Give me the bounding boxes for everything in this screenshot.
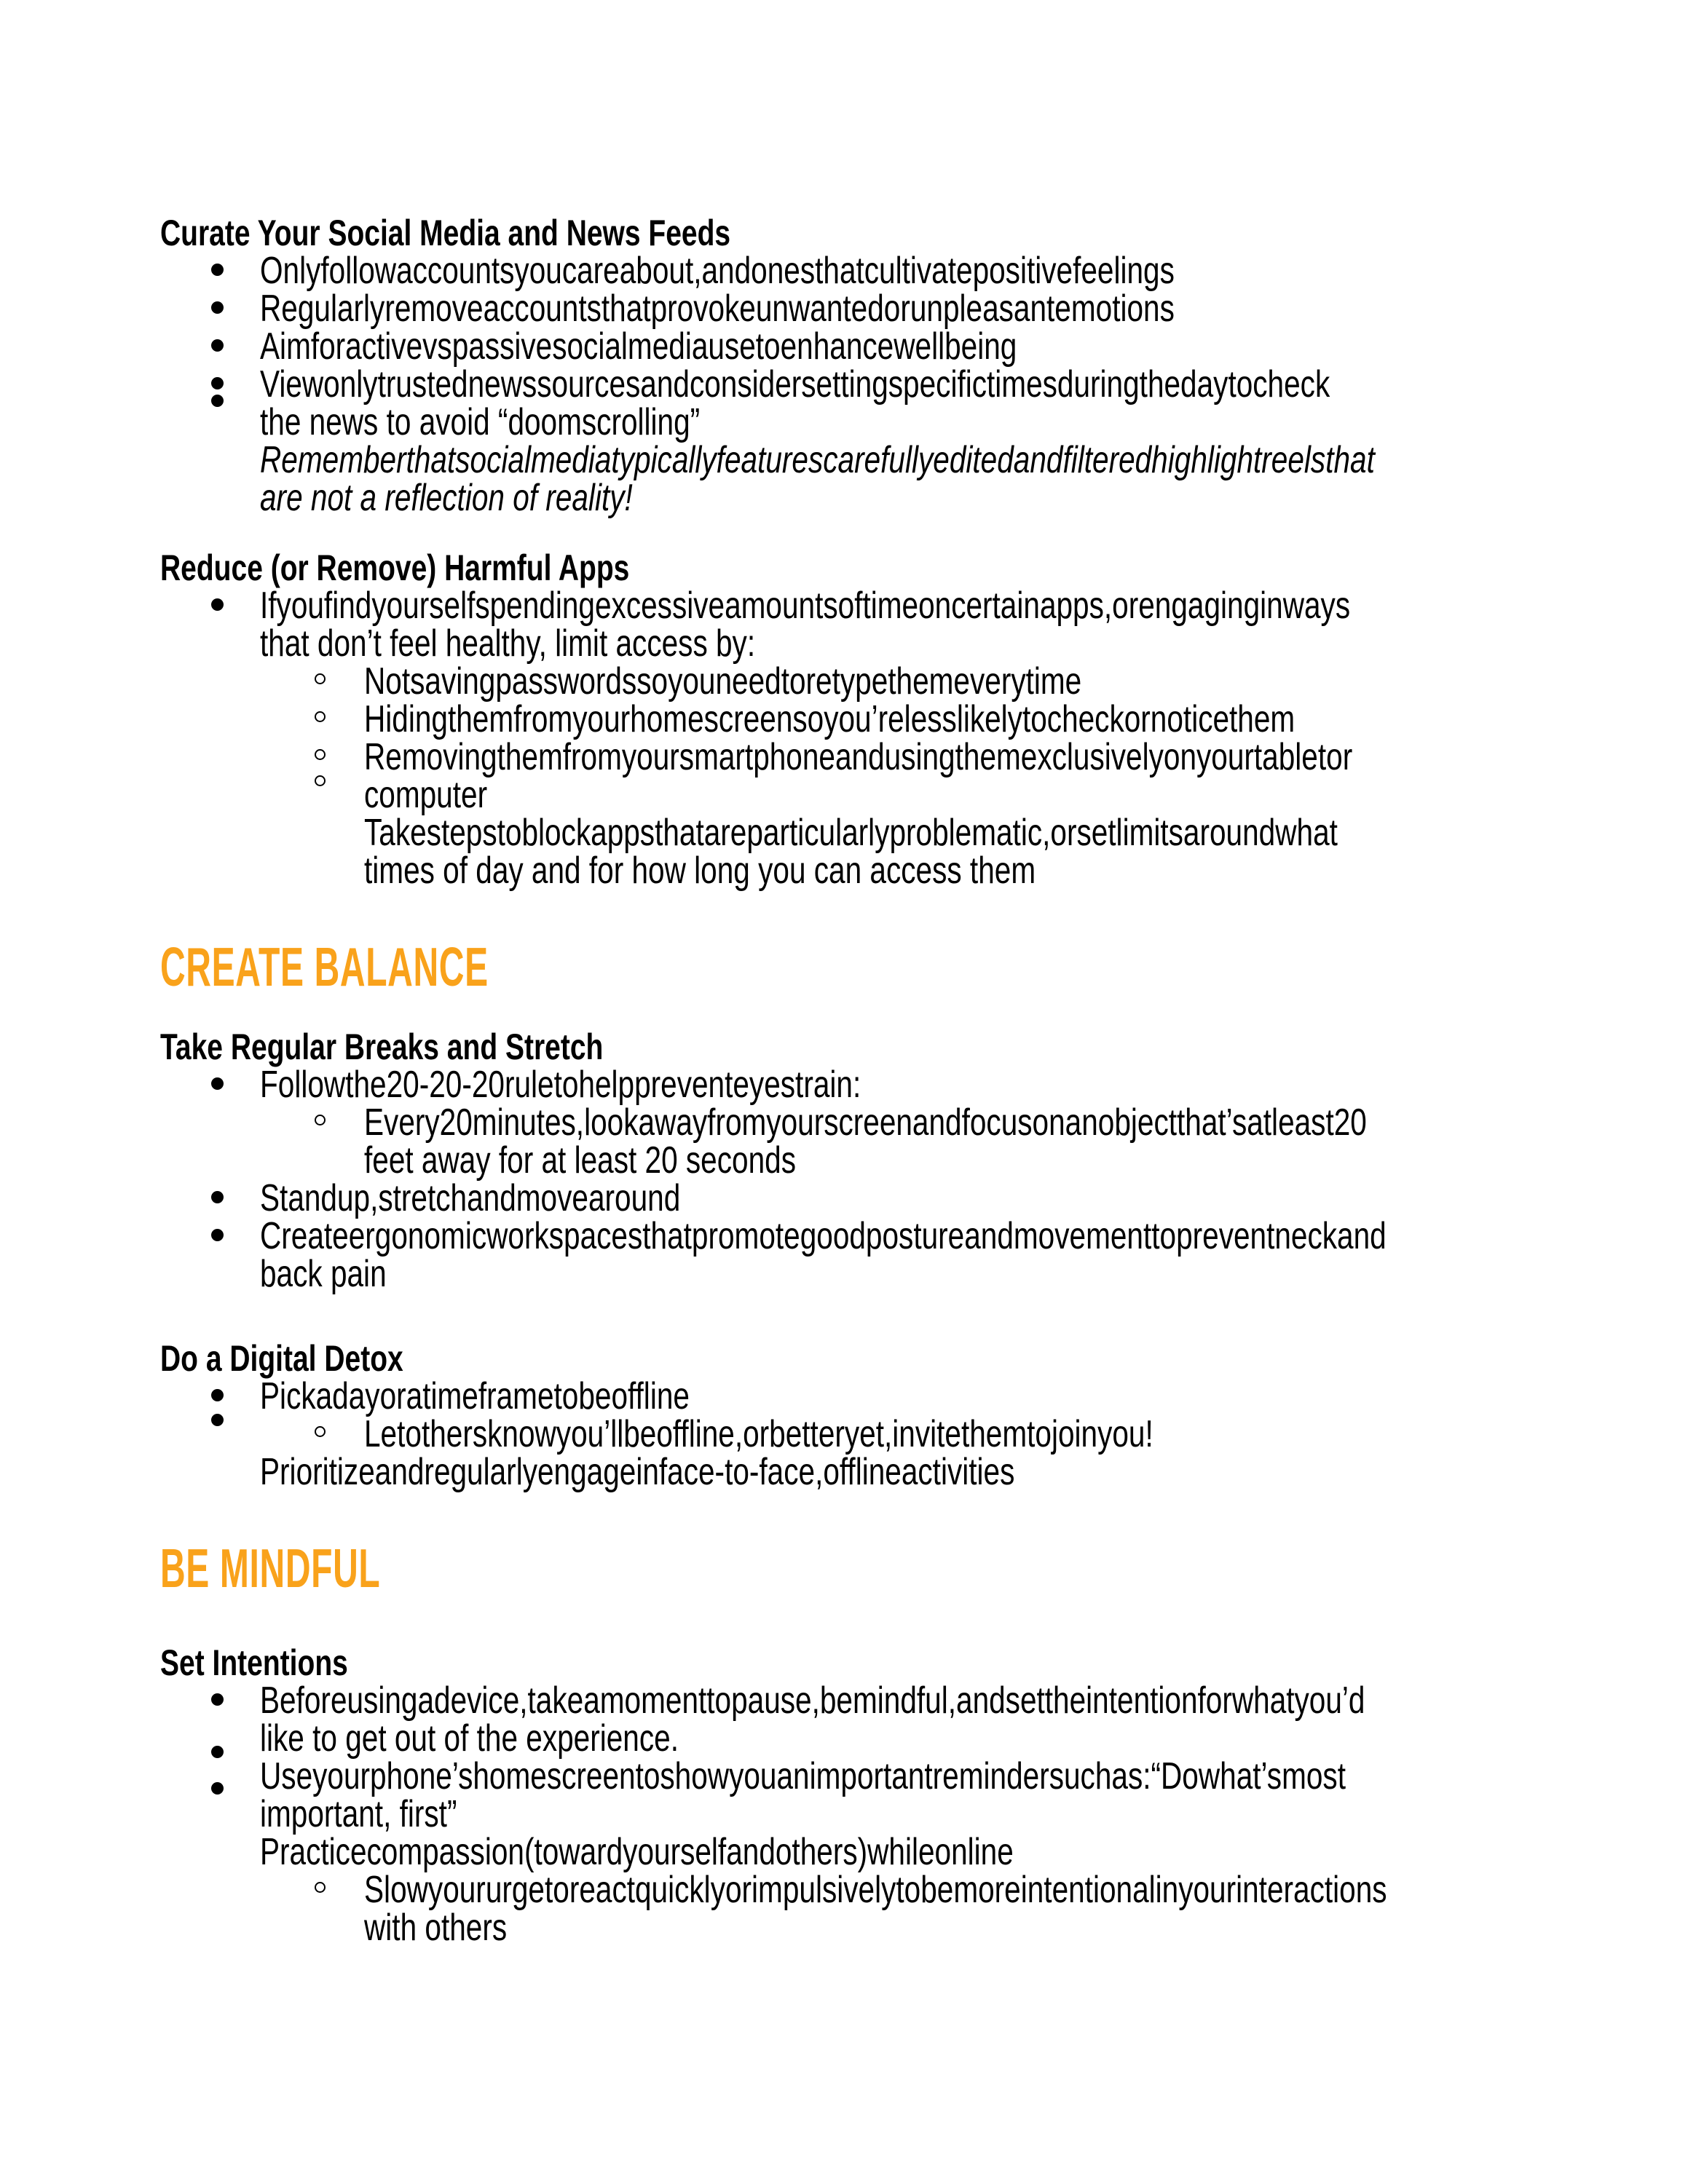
bullet-circle-icon [315,673,326,684]
bullet-text: Followthe20-20-20ruletohelppreventeyestrain: [260,1064,861,1106]
sub-bullet-text: with others [364,1907,508,1949]
bullet-item [160,1377,1557,1415]
bullet-dot-icon [211,1191,224,1203]
bullet-item [160,1217,1557,1255]
bullet-text: Ifyoufindyourselfspendingexcessiveamountsoftimeoncertainapps,orengaginginways [260,585,1351,627]
bullet-item-continuation [160,403,1557,441]
bullet-text: Viewonlytrustednewssourcesandconsidersettingspecifictimesduringthedaytocheck [260,363,1330,405]
bullet-circle-icon [315,711,326,722]
bullet-item-continuation [160,1717,1557,1760]
bullet-text: back pain [260,1253,387,1295]
bullet-item [160,325,1557,368]
bullet-text: Standup,stretchandmovearound [260,1177,681,1219]
section-title-text: CREATE BALANCE [160,936,489,997]
bullet-dot-icon [211,339,224,352]
sub-bullet-item [160,1415,1557,1453]
bullet-text: that don’t feel healthy, limit access by: [260,622,756,665]
bullet-item [160,252,1557,290]
bullet-dot-icon [211,1077,224,1090]
sub-bullet-item-continuation [160,776,1557,814]
bullet-circle-icon [315,1882,326,1893]
bullet-item-continuation [160,1795,1557,1833]
subsection-heading-curate [160,214,1557,252]
bullet-text: Aimforactivevspassivesocialmediausetoenhancewellbeing [260,325,1017,368]
sub-bullet-text: Takestepstoblockappsthatareparticularlyproblematic,orsetlimitsaroundwhat [364,812,1338,854]
bullet-dot-icon [211,1389,224,1401]
sub-bullet-text: computer [364,774,488,816]
bullet-text: Createergonomicworkspacesthatpromotegoodpostureandmovementtopreventneckand [260,1215,1387,1257]
sub-bullet-item [160,738,1557,776]
subsection-heading-detox [160,1340,1557,1377]
sub-bullet-text: times of day and for how long you can access them [364,850,1036,892]
bullet-item-continuation [160,1453,1557,1491]
sub-bullet-item [160,700,1557,738]
bullet-dot-icon [211,1693,224,1706]
subsection-heading-intentions [160,1644,1557,1682]
bullet-text: Beforeusingadevice,takeamomenttopause,bemindful,andsettheintentionforwhatyou’d [260,1679,1365,1722]
sub-bullet-text: Notsavingpasswordssoyouneedtoretypethemeverytime [364,660,1082,703]
sub-bullet-item [160,814,1557,852]
bullet-text: Onlyfollowaccountsyoucareabout,andonesthatcultivatepositivefeelings [260,250,1175,292]
bullet-dot-icon [211,395,224,407]
subsection-heading-text: Take Regular Breaks and Stretch [160,1026,604,1067]
bullet-dot-icon [211,301,224,314]
bullet-dot-icon [211,1229,224,1241]
bullet-dot-icon [211,377,224,389]
bullet-dot-icon [211,598,224,611]
bullet-item [160,290,1557,328]
bullet-text: are not a reflection of reality! [260,477,633,519]
bullet-item-continuation [160,1255,1557,1293]
bullet-circle-icon [315,1426,326,1437]
bullet-dot-icon [211,264,224,276]
sub-bullet-text: Every20minutes,lookawayfromyourscreenandfocusonanobjectthat’satleast20 [364,1101,1367,1144]
sub-bullet-text: Removingthemfromyoursmartphoneandusingthemexclusivelyonyourtabletor [364,736,1353,778]
subsection-heading-breaks [160,1028,1557,1066]
bullet-dot-icon [211,1414,224,1426]
bullet-text: Prioritizeandregularlyengageinface-to-face,offlineactivities [260,1451,1015,1493]
subsection-heading-text: Do a Digital Detox [160,1338,403,1379]
section-title-be-mindful [160,1539,1557,1597]
bullet-dot-icon [211,1782,224,1795]
subsection-heading-text: Curate Your Social Media and News Feeds [160,213,731,253]
bullet-item [160,1833,1557,1871]
sub-bullet-text: feet away for at least 20 seconds [364,1139,796,1182]
sub-bullet-item-continuation [160,1909,1557,1947]
sub-bullet-text: Letothersknowyou’llbeoffline,orbetteryet,invitethemtojoinyou! [364,1413,1153,1455]
bullet-item [160,587,1557,625]
bullet-item-italic [160,441,1557,479]
bullet-item-italic [160,479,1557,517]
section-title-create-balance [160,938,1557,996]
bullet-item [160,1179,1557,1217]
bullet-text: Pickadayoratimeframetobeoffline [260,1375,690,1417]
sub-bullet-item-continuation [160,852,1557,890]
bullet-item [160,1066,1557,1104]
sub-bullet-item [160,660,1557,703]
subsection-heading-text: Reduce (or Remove) Harmful Apps [160,547,630,588]
bullet-circle-icon [315,749,326,760]
bullet-text: Useyourphone’shomescreentoshowyouanimportantremindersuchas:“Dowhat’smost [260,1755,1346,1797]
sub-bullet-text: Hidingthemfromyourhomescreensoyou’relesslikelytocheckornoticethem [364,698,1295,740]
bullet-item [160,365,1557,403]
bullet-dot-icon [211,1746,224,1758]
sub-bullet-item [160,1871,1557,1909]
sub-bullet-item-continuation [160,1139,1557,1182]
bullet-circle-icon [315,1115,326,1125]
bullet-item-continuation [160,622,1557,665]
subsection-heading-reduce [160,549,1557,587]
bullet-circle-icon [315,775,326,786]
section-title-text: BE MINDFUL [160,1538,381,1599]
bullet-text: Practicecompassion(towardyourselfandothers)whileonline [260,1831,1014,1873]
bullet-text: the news to avoid “doomscrolling” [260,401,701,443]
sub-bullet-item [160,1101,1557,1144]
subsection-heading-text: Set Intentions [160,1642,348,1683]
bullet-text: like to get out of the experience. [260,1717,679,1760]
bullet-item [160,1679,1557,1722]
bullet-text: important, first” [260,1793,457,1835]
bullet-item [160,1757,1557,1795]
bullet-text: Rememberthatsocialmediatypicallyfeaturescarefullyeditedandfilteredhighlightreelsthat [260,439,1375,481]
sub-bullet-text: Slowyoururgetoreactquicklyorimpulsivelytobemoreintentionalinyourinteractions [364,1869,1387,1911]
bullet-text: Regularlyremoveaccountsthatprovokeunwantedorunpleasantemotions [260,288,1175,330]
